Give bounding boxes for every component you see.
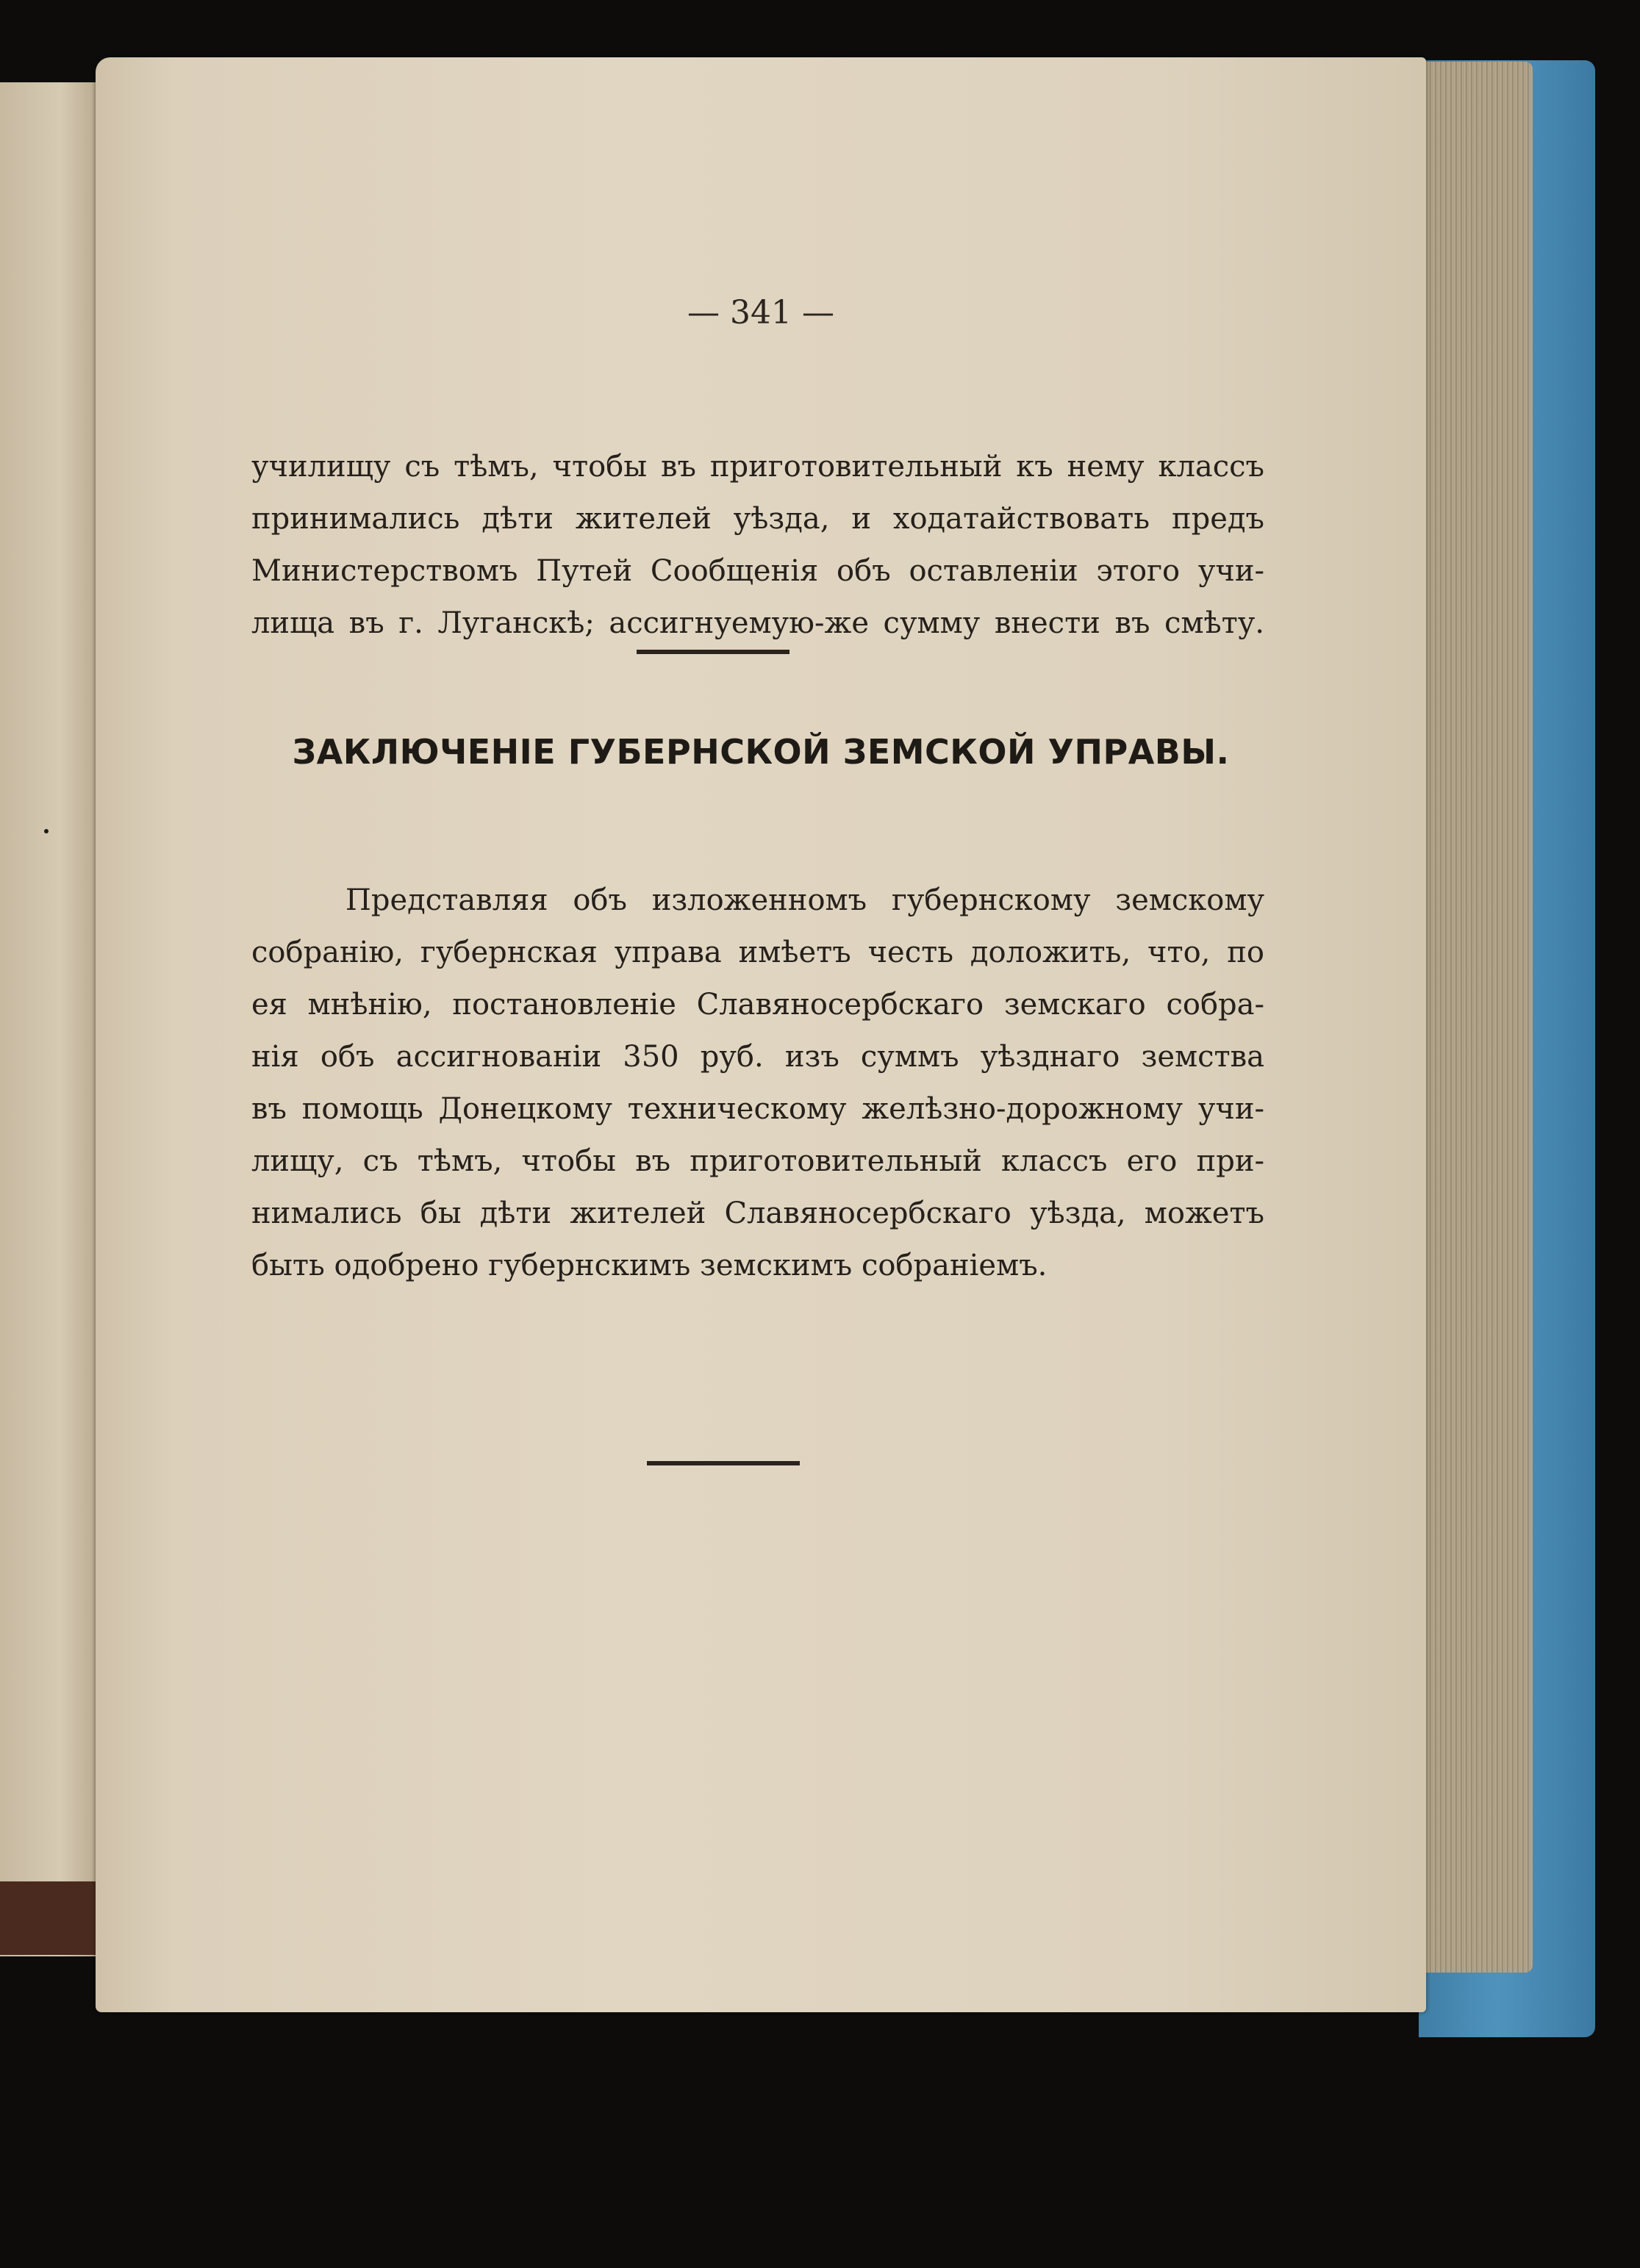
text-line: ея мнѣнію, постановленіе Славяносербскаго земскаго собра-	[251, 988, 1264, 1022]
text-line: Представляя объ изложенномъ губернскому земскому	[345, 883, 1264, 917]
speck	[44, 829, 49, 833]
page-number: — 341 —	[687, 294, 834, 331]
text-line: лища въ г. Луганскѣ; ассигнуемую-же сумму внести въ смѣту.	[251, 606, 1264, 640]
text-line: нія объ ассигнованіи 350 руб. изъ суммъ уѣзднаго земства	[251, 1040, 1264, 1074]
paragraph-continuation	[251, 441, 1264, 650]
text-line: принимались дѣти жителей уѣзда, и ходатайствовать предъ	[251, 502, 1264, 536]
text-line: собранію, губернская управа имѣетъ честь доложить, что, по	[251, 936, 1264, 969]
section-divider	[637, 650, 789, 654]
text-line: быть одобрено губернскимъ земскимъ собраніемъ.	[251, 1249, 1048, 1282]
previous-page-edge	[0, 82, 110, 1956]
conclusion-paragraph	[251, 875, 1264, 1292]
end-divider	[647, 1461, 800, 1465]
text-line: Министерствомъ Путей Сообщенія объ оставленіи этого учи-	[251, 554, 1264, 588]
text-line: нимались бы дѣти жителей Славяносербскаго уѣзда, можетъ	[251, 1196, 1264, 1230]
text-line: лищу, съ тѣмъ, чтобы въ приготовительный классъ его при-	[251, 1144, 1264, 1178]
book-page	[96, 57, 1426, 2012]
text-line: училищу съ тѣмъ, чтобы въ приготовительный къ нему классъ	[251, 450, 1264, 484]
section-heading: ЗАКЛЮЧЕНІЕ ГУБЕРНСКОЙ ЗЕМСКОЙ УПРАВЫ.	[292, 732, 1230, 772]
text-line: въ помощь Донецкому техническому желѣзно-дорожному учи-	[251, 1092, 1264, 1126]
